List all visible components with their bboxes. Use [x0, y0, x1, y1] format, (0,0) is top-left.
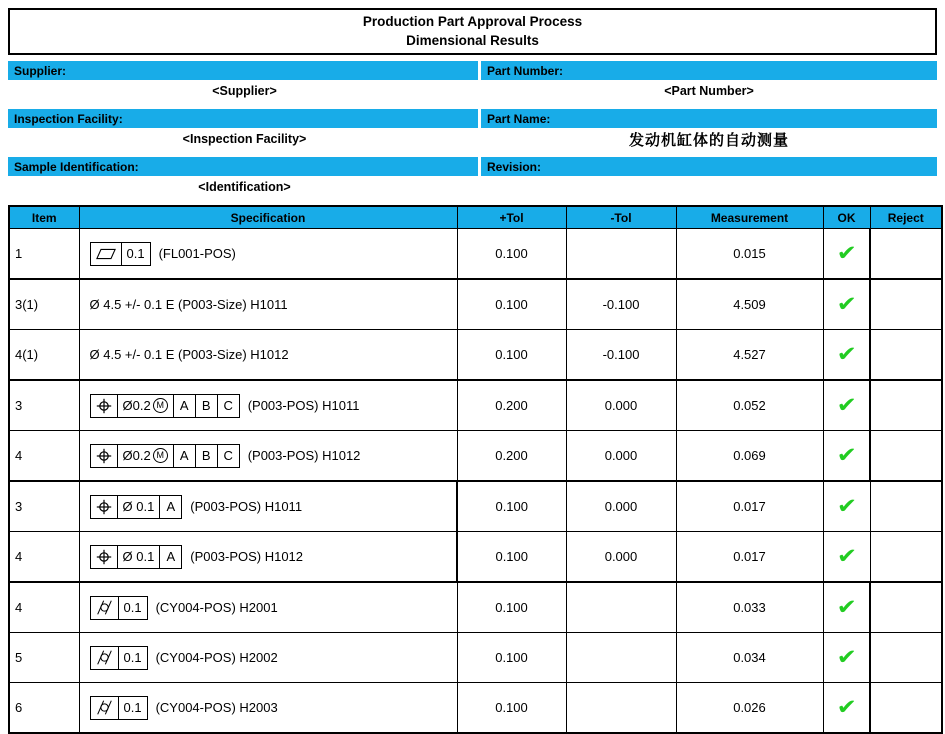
reject-cell [870, 431, 942, 482]
reject-cell [870, 330, 942, 381]
plus-tol-cell: 0.100 [457, 683, 566, 734]
position-icon [91, 395, 118, 417]
minus-tol-cell: -0.100 [566, 279, 676, 330]
tolerance-value: Ø 0.1 [118, 546, 161, 568]
item-cell: 3 [9, 481, 79, 532]
column-header-item: Item [9, 206, 79, 229]
item-cell: 3 [9, 380, 79, 431]
ok-cell [823, 229, 870, 280]
minus-tol-cell: 0.000 [566, 532, 676, 583]
position-icon [91, 496, 118, 518]
spec-cell [79, 633, 457, 683]
table-row [9, 481, 942, 532]
ok-check-icon: ✔ [836, 595, 857, 619]
tolerance-value: Ø0.2 M [118, 395, 174, 417]
feature-control-frame [90, 444, 240, 468]
spec-text: Ø 4.5 +/- 0.1 E (P003-Size) H1012 [89, 347, 289, 362]
supplier-label: Supplier: [8, 61, 478, 80]
item-cell: 4 [9, 431, 79, 482]
ok-cell [823, 279, 870, 330]
reject-cell [870, 582, 942, 633]
measurement-cell: 4.509 [676, 279, 823, 330]
feature-label: (CY004-POS) H2003 [155, 700, 278, 715]
spec-cell [79, 582, 457, 633]
table-row [9, 229, 942, 280]
ok-check-icon: ✔ [836, 645, 857, 669]
spec-cell [79, 532, 457, 583]
table-row [9, 633, 942, 683]
reject-cell [870, 229, 942, 280]
inspection-facility-value: <Inspection Facility> [182, 132, 307, 146]
measurement-cell: 4.527 [676, 330, 823, 381]
title-box [8, 8, 937, 55]
spec-cell [79, 431, 457, 482]
measurement-cell: 0.026 [676, 683, 823, 734]
minus-tol-cell: 0.000 [566, 481, 676, 532]
tolerance-value: 0.1 [123, 700, 142, 715]
dimensional-results-table [8, 205, 943, 734]
spec-cell [79, 380, 457, 431]
datum-reference: C [223, 448, 233, 463]
minus-tol-cell [566, 229, 676, 280]
cylindricity-icon [91, 697, 119, 719]
tolerance-value: 0.1 [123, 600, 142, 615]
minus-tol-cell: -0.100 [566, 330, 676, 381]
item-cell: 5 [9, 633, 79, 683]
datum-reference: B [196, 445, 218, 467]
feature-label: (CY004-POS) H2002 [155, 650, 278, 665]
column-header-plus-tol: +Tol [457, 206, 566, 229]
reject-cell [870, 279, 942, 330]
datum-reference: A [174, 395, 196, 417]
measurement-cell: 0.017 [676, 481, 823, 532]
minus-tol-cell: 0.000 [566, 380, 676, 431]
ok-cell [823, 683, 870, 734]
feature-label: (FL001-POS) [158, 246, 236, 261]
tolerance-value: 0.1 [123, 650, 142, 665]
tolerance-value: Ø 0.1 [118, 496, 161, 518]
datum-reference: A [166, 499, 176, 514]
plus-tol-cell: 0.100 [457, 582, 566, 633]
item-cell: 4 [9, 532, 79, 583]
revision-value [481, 176, 937, 198]
ok-cell [823, 431, 870, 482]
measurement-cell: 0.015 [676, 229, 823, 280]
feature-label: (P003-POS) H1012 [190, 549, 304, 564]
inspection-facility-label: Inspection Facility: [8, 109, 478, 128]
spec-cell [79, 683, 457, 734]
mmc-modifier-icon: M [153, 398, 168, 413]
table-row [9, 582, 942, 633]
info-section-supplier [8, 61, 945, 102]
ok-check-icon: ✔ [836, 695, 857, 719]
identification-value: <Identification> [198, 180, 291, 194]
reject-cell [870, 532, 942, 583]
table-header-row [9, 206, 942, 229]
plus-tol-cell: 0.100 [457, 481, 566, 532]
measurement-cell: 0.069 [676, 431, 823, 482]
ok-cell [823, 481, 870, 532]
feature-control-frame [90, 696, 148, 720]
sample-identification-label: Sample Identification: [8, 157, 478, 176]
part-name-value: 发动机缸体的自动测量 [628, 131, 789, 149]
ok-cell [823, 582, 870, 633]
ok-check-icon: ✔ [836, 443, 857, 467]
ok-cell [823, 330, 870, 381]
ok-cell [823, 633, 870, 683]
ok-check-icon: ✔ [836, 544, 857, 568]
info-section-facility [8, 109, 945, 150]
datum-reference: B [196, 395, 218, 417]
ok-cell [823, 532, 870, 583]
item-cell: 4 [9, 582, 79, 633]
feature-control-frame [90, 646, 148, 670]
item-cell: 3(1) [9, 279, 79, 330]
plus-tol-cell: 0.100 [457, 229, 566, 280]
item-cell: 6 [9, 683, 79, 734]
feature-label: (CY004-POS) H2001 [155, 600, 278, 615]
tolerance-value: Ø0.2 M [118, 445, 174, 467]
ok-check-icon: ✔ [836, 292, 857, 316]
feature-label: (P003-POS) H1012 [247, 448, 361, 463]
minus-tol-cell [566, 683, 676, 734]
cylindricity-icon [91, 647, 119, 669]
ok-check-icon: ✔ [836, 342, 857, 366]
measurement-cell: 0.017 [676, 532, 823, 583]
item-cell: 1 [9, 229, 79, 280]
report-subtitle: Dimensional Results [406, 32, 539, 48]
column-header-reject: Reject [870, 206, 942, 229]
info-section-identification [8, 157, 945, 198]
mmc-modifier-icon: M [153, 448, 168, 463]
ok-check-icon: ✔ [836, 241, 857, 265]
datum-reference: A [174, 445, 196, 467]
cylindricity-icon [91, 597, 119, 619]
part-number-value: <Part Number> [664, 84, 754, 98]
plus-tol-cell: 0.100 [457, 532, 566, 583]
measurement-cell: 0.033 [676, 582, 823, 633]
part-name-label: Part Name: [481, 109, 937, 128]
column-header-minus-tol: -Tol [566, 206, 676, 229]
reject-cell [870, 633, 942, 683]
column-header-ok: OK [823, 206, 870, 229]
flatness-icon [91, 243, 122, 265]
minus-tol-cell [566, 582, 676, 633]
minus-tol-cell: 0.000 [566, 431, 676, 482]
table-row [9, 279, 942, 330]
table-row [9, 330, 942, 381]
item-cell: 4(1) [9, 330, 79, 381]
spec-cell [79, 229, 457, 280]
feature-label: (P003-POS) H1011 [247, 398, 360, 413]
report-title: Production Part Approval Process [362, 13, 583, 29]
ok-cell [823, 380, 870, 431]
position-icon [91, 445, 118, 467]
spec-cell [79, 330, 457, 381]
spec-cell [79, 481, 457, 532]
part-number-label: Part Number: [481, 61, 937, 80]
spec-cell [79, 279, 457, 330]
datum-reference: A [166, 549, 176, 564]
datum-reference: C [223, 398, 233, 413]
plus-tol-cell: 0.100 [457, 633, 566, 683]
column-header-specification: Specification [79, 206, 457, 229]
reject-cell [870, 683, 942, 734]
table-row [9, 532, 942, 583]
revision-label: Revision: [481, 157, 937, 176]
tolerance-value: 0.1 [126, 246, 145, 261]
plus-tol-cell: 0.200 [457, 380, 566, 431]
supplier-value: <Supplier> [212, 84, 277, 98]
position-icon [91, 546, 118, 568]
feature-label: (P003-POS) H1011 [190, 499, 303, 514]
measurement-cell: 0.034 [676, 633, 823, 683]
feature-control-frame [90, 495, 183, 519]
spec-text: Ø 4.5 +/- 0.1 E (P003-Size) H1011 [89, 297, 288, 312]
minus-tol-cell [566, 633, 676, 683]
reject-cell [870, 481, 942, 532]
feature-control-frame [90, 545, 183, 569]
measurement-cell: 0.052 [676, 380, 823, 431]
table-row [9, 683, 942, 734]
plus-tol-cell: 0.100 [457, 279, 566, 330]
column-header-measurement: Measurement [676, 206, 823, 229]
reject-cell [870, 380, 942, 431]
plus-tol-cell: 0.100 [457, 330, 566, 381]
table-row [9, 431, 942, 482]
plus-tol-cell: 0.200 [457, 431, 566, 482]
table-row [9, 380, 942, 431]
ok-check-icon: ✔ [836, 393, 857, 417]
feature-control-frame [90, 242, 151, 266]
ok-check-icon: ✔ [836, 494, 857, 518]
feature-control-frame [90, 596, 148, 620]
feature-control-frame [90, 394, 240, 418]
